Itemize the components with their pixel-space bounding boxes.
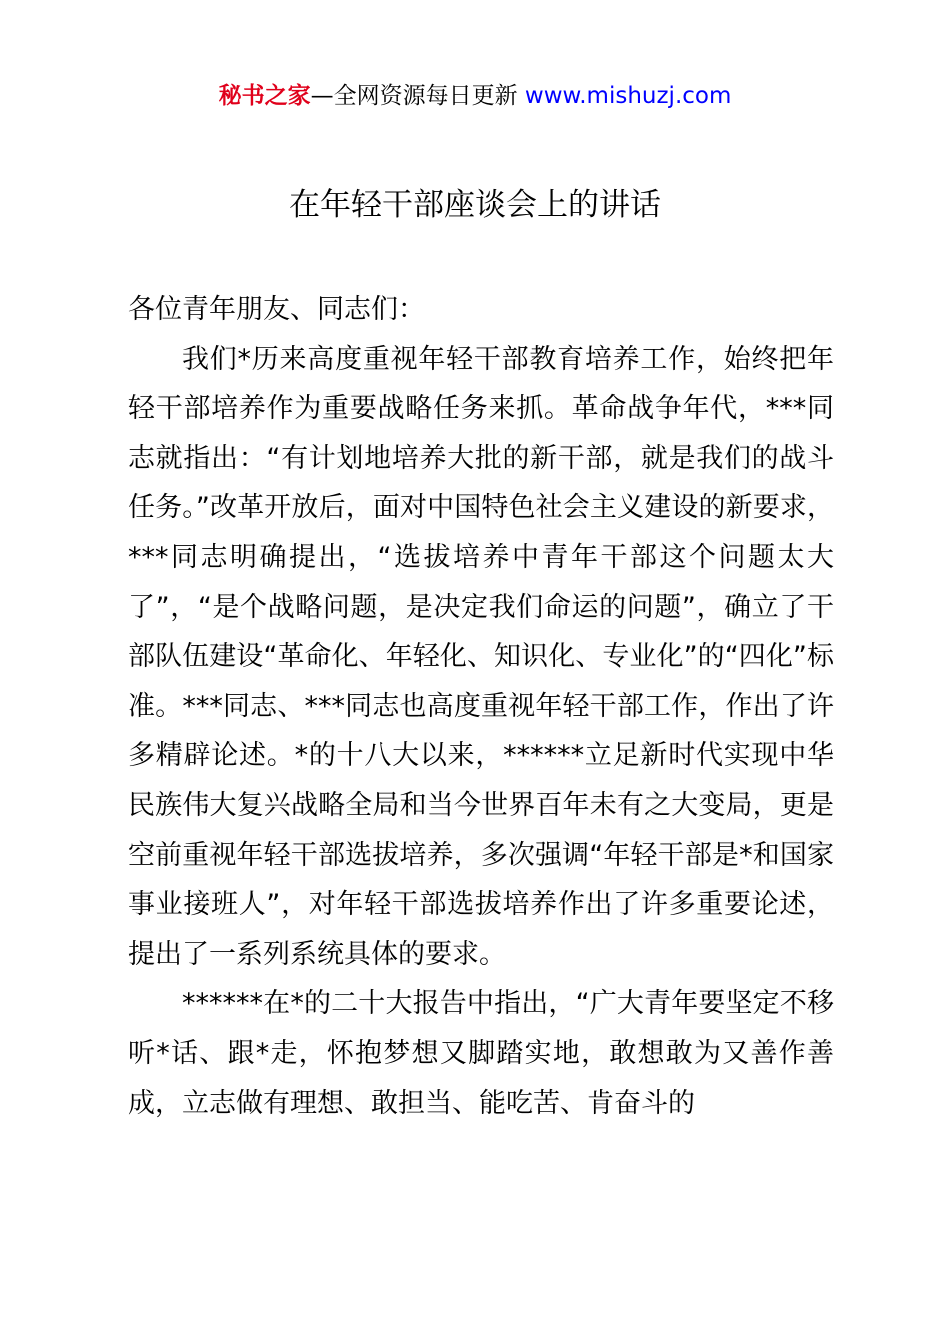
site-url-link[interactable]: www.mishuzj.com [524, 83, 732, 109]
document-title: 在年轻干部座谈会上的讲话 [289, 187, 661, 223]
paragraph: 我们*历来高度重视年轻干部教育培养工作，始终把年轻干部培养作为重要战略任务来抓。革命战争年代，***同志就指出：“有计划地培养大批的新干部，就是我们的战斗任务。”改革开放后，面对中国特色社会主义建设的新要求，***同志明确提出，“选拔培养中青年干部这个问题太大了”，“是个战略问题，是决定我们命运的问题”，确立了干部队伍建设“革命化、年轻化、知识化、专业化”的“四化”标准。***同志、***同志也高度重视年轻干部工作，作出了许多精辟论述。*的十八大以来，******立足新时代实现中华民族伟大复兴战略全局和当今世界百年未有之大变局，更是空前重视年轻干部选拔培养，多次强调“年轻干部是*和国家事业接班人”，对年轻干部选拔培养作出了许多重要论述，提出了一系列系统具体的要求。 [128, 343, 834, 970]
site-brand: 秘书之家 [218, 83, 311, 109]
paragraph: ******在*的二十大报告中指出，“广大青年要坚定不移听*话、跟*走，怀抱梦想又脚踏实地，敢想敢为又善作善成，立志做有理想、敢担当、能吃苦、肯奋斗的 [128, 988, 834, 1119]
site-header [0, 80, 950, 112]
greeting: 各位青年朋友、同志们： [128, 294, 425, 325]
site-tagline: —全网资源每日更新 [310, 83, 518, 109]
document-body [128, 285, 834, 1128]
